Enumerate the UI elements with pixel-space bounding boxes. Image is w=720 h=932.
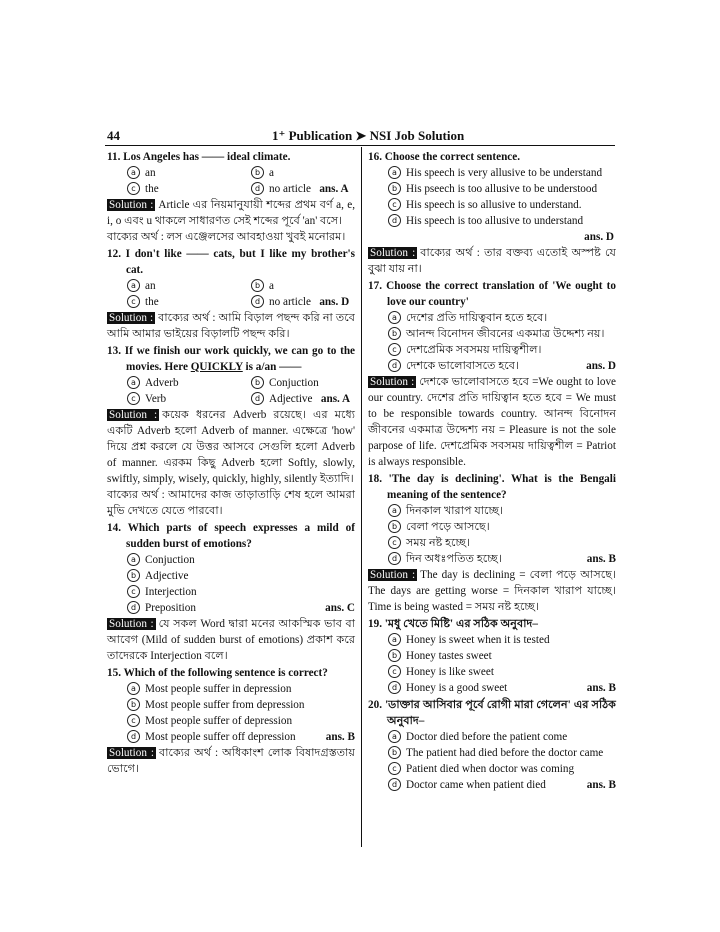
option-c: c Most people suffer of depression — [127, 713, 355, 729]
option-d: d Preposition ans. C — [127, 600, 355, 616]
option-b: b আনন্দ বিনোদন জীবনের একমাত্র উদ্দেশ্য নয়। — [388, 326, 616, 342]
solution-label: Solution : — [109, 199, 154, 211]
question-text: 'ডাক্তার আসিবার পূর্বে রোগী মারা গেলেন' এর সঠিক অনুবাদ– — [385, 699, 617, 727]
solution: Solution : The day is declining = বেলা পড়ে আসছে। The days are getting worse = দিনকাল খারাপ যাচ্ছে। Time is being wasted = সময় নষ্ট হচ্ছে। — [368, 569, 616, 613]
answer: ans. D — [319, 296, 350, 308]
option-a: a দেশের প্রতি দায়িত্ববান হতে হবে। — [388, 310, 616, 326]
option-a: a His speech is very allusive to be understand — [388, 165, 616, 181]
meaning-note: বাক্যের অর্থ : লস এঞ্জেলসের আবহাওয়া খুবই মনোরম। — [107, 231, 346, 243]
option-b: b His pseech is too allusive to be understood — [388, 181, 616, 197]
option-c: c the — [127, 294, 251, 310]
solution-label: Solution : — [109, 618, 154, 630]
option-a: a Most people suffer in depression — [127, 681, 355, 697]
option-c: c His speech is so allusive to understand. — [388, 197, 616, 213]
option-d: d দিন অধঃপতিত হচ্ছে। ans. B — [388, 551, 616, 567]
option-c: c the — [127, 181, 251, 197]
option-a: a an — [127, 278, 251, 294]
question-11: 11. Los Angeles has —— ideal climate. a an b a c the d no article ans. A Solution : Article এর নিয়মানুযায়ী শব্দের প্রথম বর্ণ a, e, i, o এবং u থাকলে সাধারণত সেই শব্দের পূর্বে 'an' বসে। বাক্যের অর্থ : লস এঞ্জেলসের আবহাওয়া খুবই মনোরম। — [107, 149, 355, 245]
option-a: a Doctor died before the patient come — [388, 729, 616, 745]
option-d: d Most people suffer off depression ans. B — [127, 729, 355, 745]
question-text: Which of the following sentence is correct? — [123, 667, 328, 679]
solution: Solution : বাক্যের অর্থ : অধিকাংশ লোক বিষাদগ্রস্ততায় ভোগে। — [107, 747, 356, 775]
option-b: b The patient had died before the doctor came — [388, 745, 616, 761]
solution-label: Solution : — [109, 312, 154, 324]
answer: ans. D — [586, 360, 616, 372]
option-c: c দেশপ্রেমিক সবসময় দায়িত্বশীল। — [388, 342, 616, 358]
option-d: d His speech is too allusive to understand — [388, 213, 616, 229]
answer: ans. C — [325, 602, 355, 614]
question-20: 20. 'ডাক্তার আসিবার পূর্বে রোগী মারা গেলেন' এর সঠিক অনুবাদ– a Doctor died before the patient come b The patient had died before the doctor came c Patient died when doctor was coming d Doctor came when patient died ans. B — [368, 699, 617, 791]
options — [368, 503, 616, 567]
question-text: 'মধু খেতে মিষ্টি' এর সঠিক অনুবাদ– — [384, 618, 538, 630]
option-d: d দেশকে ভালোবাসতে হবে। ans. D — [388, 358, 616, 374]
options — [107, 165, 355, 197]
option-b: b a — [251, 278, 375, 294]
answer: ans. B — [586, 682, 616, 694]
solution: Solution : যে সকল Word দ্বারা মনের আকস্মিক ভাব বা আবেগ (Mild of sudden burst of emotions) প্রকাশ করে তাদেরকে Interjection বলে। — [107, 618, 356, 662]
question-18: 18. 'The day is declining'. What is the Bengali meaning of the sentence? a দিনকাল খারাপ যাচ্ছে। b বেলা পড়ে আসছে। c সময় নষ্ট হচ্ছে। d দিন অধঃপতিত হচ্ছে। ans. B Solution : The day is declining = বেলা পড়ে আসছে। The days are getting worse = দিনকাল খারাপ যাচ্ছে। Time is being wasted = সময় নষ্ট হচ্ছে। — [368, 473, 616, 613]
option-a: a an — [127, 165, 251, 181]
meaning-note: বাক্যের অর্থ : আমাদের কাজ তাড়াতাড়ি শেষ হলে আমরা মুভি দেখতে যেতে পারবো। — [107, 489, 355, 517]
option-b: b Adjective — [127, 568, 355, 584]
answer: ans. B — [586, 553, 616, 565]
option-c: c Honey is like sweet — [388, 664, 616, 680]
column-divider — [361, 147, 362, 847]
options — [107, 681, 355, 745]
page-number: 44 — [107, 128, 120, 143]
question-19: 19. 'মধু খেতে মিষ্টি' এর সঠিক অনুবাদ– a Honey is sweet when it is tested b Honey tastes sweet c Honey is like sweet d Honey is a good sweet ans. B — [368, 618, 616, 694]
answer: ans. A — [320, 393, 351, 405]
option-d: d Honey is a good sweet ans. B — [388, 680, 616, 696]
solution: Solution : দেশকে ভালোবাসতে হবে =We ought to love our country. দেশের প্রতি দায়িত্বান হতে হবে = We must to be responsible towards country. আনন্দ বিনোদন জীবনের একমাত্র উদ্দেশ্য নয় = Pleasure is not the sole parpose of life. দেশপ্রেমিক সবসময় দায়িত্বশীল = Patriot is always responsible. — [368, 376, 617, 468]
question-15: 15. Which of the following sentence is correct? a Most people suffer in depression b Most people suffer from depression c Most people suffer of depression d Most people suffer off depression ans. B Solution : বাক্যের অর্থ : অধিকাংশ লোক বিষাদগ্রস্ততায় ভোগে। — [107, 667, 356, 775]
option-c: c সময় নষ্ট হচ্ছে। — [388, 535, 616, 551]
option-d: d no article ans. D — [251, 294, 375, 310]
question-text: 'The day is declining'. What is the Bengali meaning of the sentence? — [387, 473, 616, 501]
solution: Solution : কয়েক ধরনের Adverb রয়েছে। এর মধ্যে একটি Adverb হলো Adverb of manner. এক্ষেত্রে 'how' দিয়ে প্রশ্ন করলে যে উত্তর আসবে সেগুলি হলো Adverb of manner. এরকম কিছু Adverb হলো Softly, slowly, swiftly, simply, wisely, quickly, highly, silently ইত্যাদি। — [107, 409, 355, 485]
option-a: a দিনকাল খারাপ যাচ্ছে। — [388, 503, 616, 519]
question-text: Choose the correct translation of 'We ought to love our country' — [386, 280, 616, 308]
solution-label: Solution : — [109, 747, 154, 759]
question-text: Los Angeles has —— ideal climate. — [123, 151, 291, 163]
option-b: b Most people suffer from depression — [127, 697, 355, 713]
options — [368, 632, 616, 696]
question-text: Choose the correct sentence. — [384, 151, 521, 163]
solution: Solution : Article এর নিয়মানুযায়ী শব্দের প্রথম বর্ণ a, e, i, o এবং u থাকলে সাধারণত সেই শব্দের পূর্বে 'an' বসে। — [107, 199, 355, 227]
question-text: Which parts of speech expresses a mild of sudden burst of emotions? — [126, 522, 355, 550]
option-b: b বেলা পড়ে আসছে। — [388, 519, 616, 535]
question-13: 13. If we finish our work quickly, we can go to the movies. Here QUICKLY is a/an —— a Adverb b Conjuction c Verb d Adjective ans. A Solution : কয়েক ধরনের Adverb রয়েছে। এর মধ্যে একটি Adverb হলো Adverb of manner. এক্ষেত্রে 'how' দিয়ে প্রশ্ন করলে যে উত্তর আসবে সেগুলি হলো Adverb of manner. এরকম কিছু Adverb হলো Softly, slowly, swiftly, simply, wisely, quickly, highly, silently ইত্যাদি। বাক্যের অর্থ : আমাদের কাজ তাড়াতাড়ি শেষ হলে আমরা মুভি দেখতে যেতে পারবো। — [107, 343, 355, 519]
header-title: 1⁺ Publication ➤ NSI Job Solution — [272, 128, 465, 143]
page-header — [107, 128, 612, 146]
header-rule — [105, 145, 615, 146]
options — [107, 375, 355, 407]
options — [107, 278, 355, 310]
answer: ans. B — [586, 779, 616, 791]
options — [368, 310, 616, 374]
option-a: a Honey is sweet when it is tested — [388, 632, 616, 648]
underlined-word: QUICKLY — [190, 361, 243, 373]
options — [107, 552, 355, 616]
option-d: d no article ans. A — [251, 181, 375, 197]
option-b: b Honey tastes sweet — [388, 648, 616, 664]
options — [368, 729, 616, 793]
options — [368, 165, 616, 229]
solution-label: Solution : — [370, 376, 415, 388]
option-a: a Adverb — [127, 375, 251, 391]
solution: Solution : বাক্যের অর্থ : তার বক্তব্য এতোই অস্পষ্ট যে বুঝা যায় না। — [368, 247, 617, 275]
option-d: d Adjective ans. A — [251, 391, 375, 407]
solution-label: Solution : — [109, 409, 158, 421]
option-d: d Doctor came when patient died ans. B — [388, 777, 616, 793]
solution-label: Solution : — [370, 569, 416, 581]
solution-label: Solution : — [370, 247, 416, 259]
option-c: c Verb — [127, 391, 251, 407]
right-column — [368, 149, 616, 794]
option-b: b Conjuction — [251, 375, 375, 391]
option-b: b a — [251, 165, 375, 181]
option-c: c Patient died when doctor was coming — [388, 761, 616, 777]
answer: ans. A — [319, 183, 349, 195]
option-c: c Interjection — [127, 584, 355, 600]
answer: ans. D — [584, 231, 614, 243]
left-column — [107, 149, 355, 778]
question-12: 12. I don't like —— cats, but I like my brother's cat. a an b a c the d no article ans. D Solution : বাক্যের অর্থ : আমি বিড়াল পছন্দ করি না তবে আমি আমার ভাইয়ের বিড়ালটি পছন্দ করি। — [107, 246, 355, 342]
question-17: 17. Choose the correct translation of 'We ought to love our country' a দেশের প্রতি দায়িত্ববান হতে হবে। b আনন্দ বিনোদন জীবনের একমাত্র উদ্দেশ্য নয়। c দেশপ্রেমিক সবসময় দায়িত্বশীল। d দেশকে ভালোবাসতে হবে। ans. D Solution : দেশকে ভালোবাসতে হবে =We ought to love our country. দেশের প্রতি দায়িত্বান হতে হবে = We must to be responsible towards country. আনন্দ বিনোদন জীবনের একমাত্র উদ্দেশ্য নয় = Pleasure is not the sole parpose of life. দেশপ্রেমিক সবসময় দায়িত্বশীল = Patriot is always responsible. — [368, 280, 617, 468]
answer: ans. B — [325, 731, 355, 743]
question-text: I don't like —— cats, but I like my brother's cat. — [125, 248, 356, 276]
solution: Solution : বাক্যের অর্থ : আমি বিড়াল পছন্দ করি না তবে আমি আমার ভাইয়ের বিড়ালটি পছন্দ করি। — [107, 312, 355, 340]
question-16: 16. Choose the correct sentence. a His speech is very allusive to be understand b His pseech is too allusive to be understood c His speech is so allusive to understand. d His speech is too allusive to understand ans. D Solution : বাক্যের অর্থ : তার বক্তব্য এতোই অস্পষ্ট যে বুঝা যায় না। — [368, 151, 617, 275]
question-14: 14. Which parts of speech expresses a mild of sudden burst of emotions? a Conjuction b Adjective c Interjection d Preposition ans. C Solution : যে সকল Word দ্বারা মনের আকস্মিক ভাব বা আবেগ (Mild of sudden burst of emotions) প্রকাশ করে তাদেরকে Interjection বলে। — [107, 522, 356, 662]
option-a: a Conjuction — [127, 552, 355, 568]
